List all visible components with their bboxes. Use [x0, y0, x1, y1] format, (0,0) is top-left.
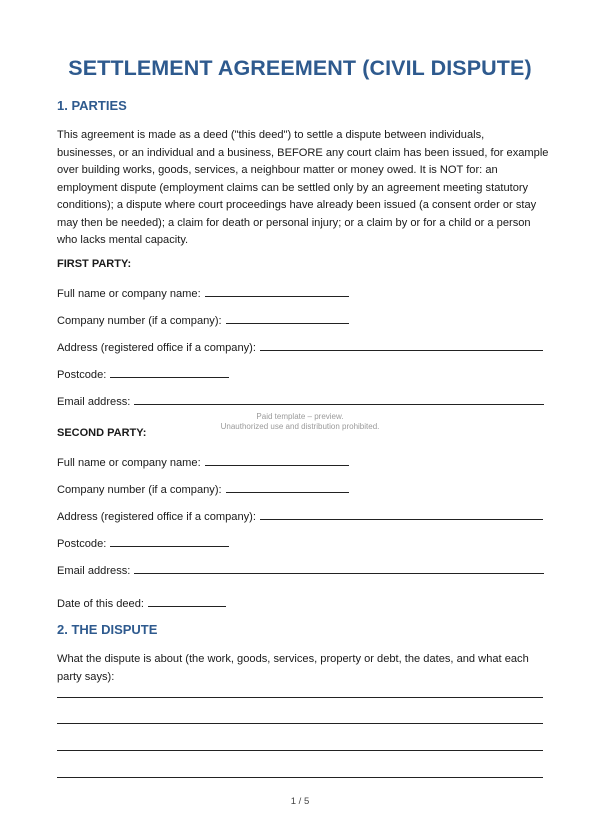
second-party-name-field[interactable]: [205, 454, 349, 466]
second-party-postcode-row: [57, 535, 229, 551]
field-label: Postcode:: [57, 369, 107, 381]
field-label: Email address:: [57, 396, 131, 408]
deed-date-row: [57, 595, 226, 611]
field-label: Address (registered office if a company):: [57, 342, 256, 354]
field-label: Full name or company name:: [57, 457, 201, 469]
document-title: SETTLEMENT AGREEMENT (CIVIL DISPUTE): [68, 56, 532, 80]
dispute-answer-line-2[interactable]: [57, 723, 543, 724]
dispute-intro-paragraph: [57, 651, 547, 686]
paragraph-line: employment dispute (employment claims can be settled only by an agreement meeting statutory: [57, 181, 529, 194]
paragraph-line: party says):: [57, 670, 115, 683]
paragraph-line: may then be needed); a claim for death or personal injury; or a claim by or for a child or a person: [57, 216, 531, 229]
second-party-email-field[interactable]: [134, 562, 544, 574]
field-label: Company number (if a company):: [57, 315, 222, 327]
second-party-email-row: [57, 562, 544, 578]
first-party-name-row: [57, 285, 349, 301]
field-label: Email address:: [57, 565, 131, 577]
first-party-address-field[interactable]: [260, 339, 543, 351]
dispute-answer-line-4[interactable]: [57, 777, 543, 778]
field-label: Date of this deed:: [57, 598, 144, 610]
dispute-answer-line-3[interactable]: [57, 750, 543, 751]
second-party-address-row: [57, 508, 543, 524]
first-party-postcode-field[interactable]: [110, 366, 229, 378]
first-party-address-row: [57, 339, 543, 355]
second-party-postcode-field[interactable]: [110, 535, 229, 547]
first-party-name-field[interactable]: [205, 285, 349, 297]
paragraph-line: What the dispute is about (the work, goods, services, property or debt, the dates, and what each: [57, 653, 529, 665]
second-party-name-row: [57, 454, 349, 470]
paragraph-line: This agreement is made as a deed ("this deed") to settle a dispute between individuals,: [57, 129, 485, 141]
section-heading-parties: 1. PARTIES: [57, 98, 127, 113]
section-heading-dispute: 2. THE DISPUTE: [57, 622, 158, 637]
watermark-line: Paid template – preview.: [256, 412, 344, 421]
second-party-label: SECOND PARTY:: [57, 427, 147, 439]
first-party-label: FIRST PARTY:: [57, 258, 132, 270]
field-label: Full name or company name:: [57, 288, 201, 300]
first-party-email-row: [57, 393, 544, 409]
paragraph-line: businesses, or an individual and a business, BEFORE any court claim has been issued, for example: [57, 146, 549, 159]
first-party-company-number-field[interactable]: [226, 312, 349, 324]
parties-intro-paragraph: [57, 127, 547, 250]
first-party-postcode-row: [57, 366, 229, 382]
second-party-company-number-row: [57, 481, 349, 497]
field-label: Postcode:: [57, 538, 107, 550]
field-label: Company number (if a company):: [57, 484, 222, 496]
first-party-email-field[interactable]: [134, 393, 544, 405]
first-party-company-number-row: [57, 312, 349, 328]
paragraph-line: who lacks mental capacity.: [57, 234, 189, 246]
second-party-address-field[interactable]: [260, 508, 543, 520]
deed-date-field[interactable]: [148, 595, 226, 607]
watermark-line: Unauthorized use and distribution prohibited.: [220, 422, 380, 431]
page-number: 1 / 5: [290, 796, 310, 807]
dispute-answer-line-1[interactable]: [57, 697, 543, 698]
paragraph-line: conditions); a dispute where court proceedings have already been issued (a consent order or stay: [57, 199, 537, 211]
second-party-company-number-field[interactable]: [226, 481, 349, 493]
paragraph-line: over building works, goods, services, a neighbour matter or money owed. It is NOT for: an: [57, 164, 498, 176]
field-label: Address (registered office if a company):: [57, 511, 256, 523]
